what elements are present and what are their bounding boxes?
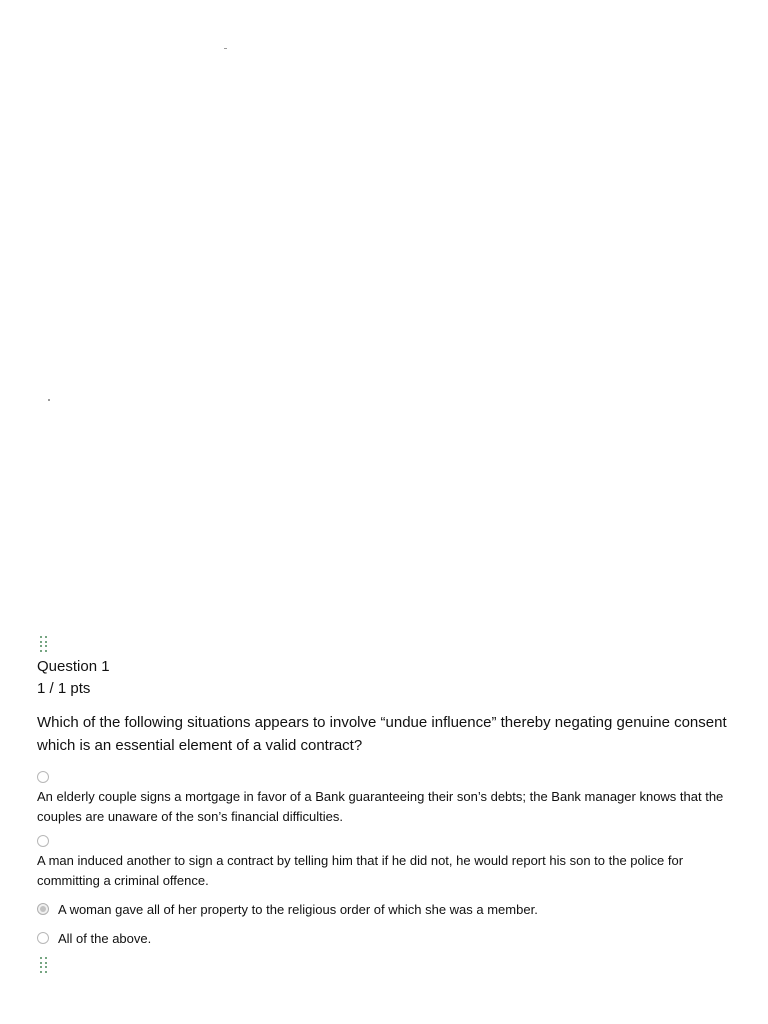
question-points: 1 / 1 pts bbox=[37, 680, 91, 697]
question-block bbox=[37, 636, 737, 973]
answer-label: All of the above. bbox=[58, 930, 152, 946]
radio-button-selected[interactable] bbox=[37, 903, 49, 915]
radio-button[interactable] bbox=[37, 835, 49, 847]
answer-label: A man induced another to sign a contract by telling him that if he did not, he would report his son to the police for committing a criminal offence. bbox=[37, 853, 684, 888]
scan-speck bbox=[48, 399, 50, 401]
scan-speck bbox=[224, 48, 227, 49]
answer-option-1[interactable] bbox=[37, 771, 737, 827]
answer-label: A woman gave all of her property to the religious order of which she was a member. bbox=[58, 901, 538, 917]
question-title: Question 1 bbox=[37, 658, 110, 675]
answer-list bbox=[37, 771, 737, 948]
radio-button[interactable] bbox=[37, 771, 49, 783]
answer-option-3[interactable] bbox=[37, 899, 737, 919]
answer-option-4[interactable] bbox=[37, 928, 737, 948]
radio-button[interactable] bbox=[37, 932, 49, 944]
answer-option-2[interactable] bbox=[37, 835, 737, 891]
question-text: Which of the following situations appears to involve “undue influence” thereby negating genuine consent which is an essential element of a valid contract? bbox=[37, 714, 727, 754]
answer-label: An elderly couple signs a mortgage in favor of a Bank guaranteeing their son’s debts; the Bank manager knows that the couples are unaware of the son’s financial difficulties. bbox=[37, 789, 724, 824]
drag-handle-icon[interactable] bbox=[40, 957, 48, 973]
drag-handle-icon[interactable] bbox=[40, 636, 48, 652]
